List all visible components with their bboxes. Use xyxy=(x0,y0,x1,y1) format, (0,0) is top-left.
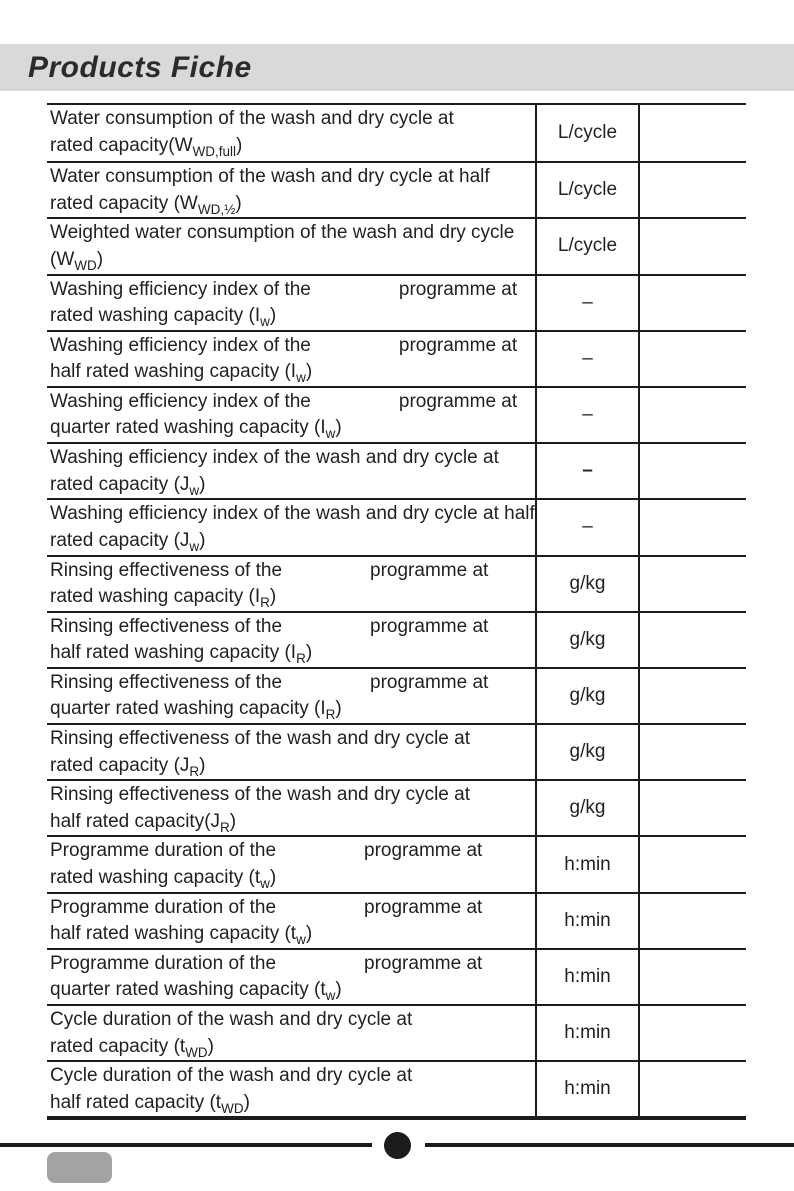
desc-line1-left: Programme duration of the xyxy=(50,896,277,918)
desc-line1-left: Washing efficiency index of the xyxy=(50,278,311,300)
unit-cell-text: L/cycle xyxy=(557,122,618,144)
unit-cell-text: – xyxy=(582,291,593,313)
table-row xyxy=(47,386,746,442)
desc-line1-left: Cycle duration of the wash and dry cycle at xyxy=(50,1009,413,1030)
spec-description-line1 xyxy=(50,106,529,133)
spec-description-line1 xyxy=(50,838,529,865)
unit-cell xyxy=(535,444,640,498)
unit-cell xyxy=(535,725,640,779)
footer-rule-left xyxy=(0,1143,372,1147)
desc-line2: rated capacity $(J_R)$ xyxy=(50,754,206,779)
unit-cell xyxy=(535,894,640,948)
desc-line1-left: Washing efficiency index of the wash and dry cycle at xyxy=(50,447,499,469)
table-row xyxy=(47,105,746,161)
spec-description-line1 xyxy=(50,333,529,360)
spec-description-line1 xyxy=(50,1007,529,1034)
table-row xyxy=(47,274,746,330)
value-cell xyxy=(640,276,746,330)
value-cell xyxy=(640,725,746,779)
spec-description-line1 xyxy=(50,951,529,978)
desc-line2: half rated washing capacity $(I_R)$ xyxy=(50,642,313,667)
unit-cell xyxy=(535,669,640,723)
spec-description-cell xyxy=(47,950,535,1004)
value-cell xyxy=(640,332,746,386)
unit-cell xyxy=(535,388,640,442)
desc-line2: rated capacity $(J_w)$ xyxy=(50,529,206,554)
unit-cell-text: h:min xyxy=(564,853,611,875)
desc-line1-right: programme at xyxy=(398,390,518,412)
spec-description-cell xyxy=(47,1006,535,1060)
programme-name-blank xyxy=(276,895,364,922)
desc-line1-left: Programme duration of the xyxy=(50,952,277,974)
desc-line1-right: programme at xyxy=(370,559,489,581)
unit-cell-text: L/cycle xyxy=(557,235,618,257)
programme-name-blank xyxy=(311,389,399,416)
programme-name-blank xyxy=(276,951,364,978)
unit-cell-text: L/cycle xyxy=(557,179,618,201)
desc-line2: rated washing capacity $(I_R)$ xyxy=(50,586,277,610)
desc-line1-right: programme at xyxy=(364,896,483,918)
footer-rule-right xyxy=(425,1143,794,1147)
value-cell xyxy=(640,557,746,611)
spec-description-line1 xyxy=(50,277,529,304)
spec-description-line1 xyxy=(50,1063,529,1090)
value-cell xyxy=(640,219,746,273)
spec-description-cell xyxy=(47,500,535,554)
page-corner-tab xyxy=(47,1152,112,1183)
spec-description-line1 xyxy=(50,895,529,922)
value-cell xyxy=(640,837,746,891)
unit-cell-text: – xyxy=(582,460,593,482)
unit-cell-text: g/kg xyxy=(569,572,606,594)
desc-line1-right: programme at xyxy=(364,952,483,974)
value-cell xyxy=(640,163,746,217)
unit-cell xyxy=(535,781,640,835)
spec-description-cell xyxy=(47,837,535,891)
unit-cell-text: – xyxy=(582,404,593,426)
unit-cell xyxy=(535,837,640,891)
spec-description-line1 xyxy=(50,220,529,247)
unit-cell-text: g/kg xyxy=(569,628,606,650)
unit-cell-text: h:min xyxy=(564,1022,611,1044)
value-cell xyxy=(640,105,746,161)
unit-cell-text: g/kg xyxy=(569,741,606,763)
desc-line1-left: Cycle duration of the wash and dry cycle at xyxy=(50,1065,413,1087)
table-row xyxy=(47,498,746,554)
programme-name-blank xyxy=(276,838,364,865)
spec-description-cell xyxy=(47,725,535,779)
desc-line1-left: Washing efficiency index of the xyxy=(50,334,311,356)
desc-line1-right: programme at xyxy=(364,840,483,862)
desc-line1-right: programme at xyxy=(398,278,518,300)
desc-line2: quarter rated washing capacity $(I_w)$ xyxy=(50,417,342,442)
spec-description-line1 xyxy=(50,670,529,697)
unit-cell-text: h:min xyxy=(564,1078,611,1100)
table-row xyxy=(47,611,746,667)
desc-line2: rated washing capacity $(t_w)$ xyxy=(50,866,277,891)
unit-cell xyxy=(535,1062,640,1116)
unit-cell xyxy=(535,613,640,667)
spec-description-line1 xyxy=(50,726,529,753)
value-cell xyxy=(640,1006,746,1060)
spec-description-line1 xyxy=(50,389,529,416)
spec-description-cell xyxy=(47,1062,535,1116)
desc-line1-left: Water consumption of the wash and dry cycle at half xyxy=(50,166,490,188)
desc-line2: rated washing capacity $(I_w)$ xyxy=(50,305,277,330)
desc-line1-right: programme at xyxy=(398,334,518,356)
unit-cell-text: h:min xyxy=(564,965,611,987)
desc-line1-right: programme at xyxy=(370,671,489,693)
value-cell xyxy=(640,781,746,835)
unit-cell xyxy=(535,105,640,161)
value-cell xyxy=(640,444,746,498)
desc-line2: $(W_{WD})$ xyxy=(50,248,104,273)
value-cell xyxy=(640,388,746,442)
unit-cell-text: – xyxy=(582,516,593,538)
unit-cell xyxy=(535,500,640,554)
spec-description-cell xyxy=(47,613,535,667)
value-cell xyxy=(640,669,746,723)
desc-line2: quarter rated washing capacity $(t_w)$ xyxy=(50,979,342,1004)
desc-line1-left: Water consumption of the wash and dry cycle at xyxy=(50,108,454,129)
value-cell xyxy=(640,500,746,554)
table-row xyxy=(47,835,746,891)
desc-line2: rated $capacity(W_{WD,full})$ xyxy=(50,134,243,159)
desc-line1-left: Programme duration of the xyxy=(50,840,277,862)
products-fiche-table xyxy=(47,103,746,1120)
spec-description-cell xyxy=(47,388,535,442)
value-cell xyxy=(640,1062,746,1116)
spec-description-cell xyxy=(47,894,535,948)
desc-line2: half rated $capacity(J_R)$ xyxy=(50,810,237,835)
spec-description-cell xyxy=(47,332,535,386)
value-cell xyxy=(640,613,746,667)
desc-line2: half rated capacity $(t_{WD})$ xyxy=(50,1091,250,1116)
table-row xyxy=(47,1004,746,1060)
unit-cell-text: g/kg xyxy=(569,797,606,819)
table-row xyxy=(47,161,746,217)
desc-line1-left: Washing efficiency index of the wash and dry cycle at half xyxy=(50,503,535,525)
table-row xyxy=(47,667,746,723)
spec-description-cell xyxy=(47,276,535,330)
spec-description-line1 xyxy=(50,558,529,585)
spec-description-cell xyxy=(47,444,535,498)
unit-cell xyxy=(535,1006,640,1060)
table-row xyxy=(47,1060,746,1116)
value-cell xyxy=(640,950,746,1004)
unit-cell xyxy=(535,332,640,386)
spec-description-line1 xyxy=(50,614,529,641)
desc-line1-left: Rinsing effectiveness of the xyxy=(50,559,283,581)
table-row xyxy=(47,442,746,498)
desc-line1-left: Rinsing effectiveness of the wash and dry cycle at xyxy=(50,728,470,750)
unit-cell-text: – xyxy=(582,347,593,369)
spec-description-line1 xyxy=(50,501,535,528)
programme-name-blank xyxy=(311,277,399,304)
spec-description-cell xyxy=(47,669,535,723)
unit-cell xyxy=(535,276,640,330)
unit-cell-text: g/kg xyxy=(569,684,606,706)
table-row xyxy=(47,948,746,1004)
table-row xyxy=(47,892,746,948)
desc-line1-right: programme at xyxy=(370,615,489,637)
spec-description-cell xyxy=(47,105,535,161)
unit-cell xyxy=(535,557,640,611)
desc-line2: half rated washing capacity $(t_w)$ xyxy=(50,923,313,948)
desc-line2: rated capacity $(J_w)$ xyxy=(50,473,206,498)
desc-line1-left: Rinsing effectiveness of the xyxy=(50,615,283,637)
spec-description-cell xyxy=(47,781,535,835)
spec-description-line1 xyxy=(50,164,529,191)
table-row xyxy=(47,330,746,386)
desc-line2: half rated washing capacity $(I_w)$ xyxy=(50,361,313,386)
page-marker-dot xyxy=(384,1132,411,1159)
spec-description-cell xyxy=(47,557,535,611)
desc-line2: rated capacity $(W_{WD,\frac{1}{2}})$ xyxy=(50,192,242,217)
table-row xyxy=(47,723,746,779)
programme-name-blank xyxy=(282,670,370,697)
desc-line1-left: Rinsing effectiveness of the wash and dry cycle at xyxy=(50,784,470,806)
desc-line1-left: Rinsing effectiveness of the xyxy=(50,671,283,693)
spec-description-cell xyxy=(47,219,535,273)
desc-line2: rated capacity $(t_{WD})$ xyxy=(50,1035,214,1060)
page-title: Products Fiche xyxy=(28,50,252,84)
unit-cell xyxy=(535,950,640,1004)
desc-line1-left: Weighted water consumption of the wash and dry cycle xyxy=(50,222,515,244)
unit-cell xyxy=(535,219,640,273)
programme-name-blank xyxy=(282,558,370,585)
table-row xyxy=(47,217,746,273)
spec-description-line1 xyxy=(50,782,529,809)
desc-line2: quarter rated washing capacity $(I_R)$ xyxy=(50,698,342,723)
table-row xyxy=(47,779,746,835)
unit-cell xyxy=(535,163,640,217)
table-row xyxy=(47,555,746,611)
desc-line1-left: Washing efficiency index of the xyxy=(50,390,311,412)
programme-name-blank xyxy=(282,614,370,641)
spec-description-line1 xyxy=(50,445,529,472)
unit-cell-text: h:min xyxy=(564,909,611,931)
programme-name-blank xyxy=(311,333,399,360)
value-cell xyxy=(640,894,746,948)
spec-description-cell xyxy=(47,163,535,217)
section-header-bar xyxy=(0,44,794,91)
